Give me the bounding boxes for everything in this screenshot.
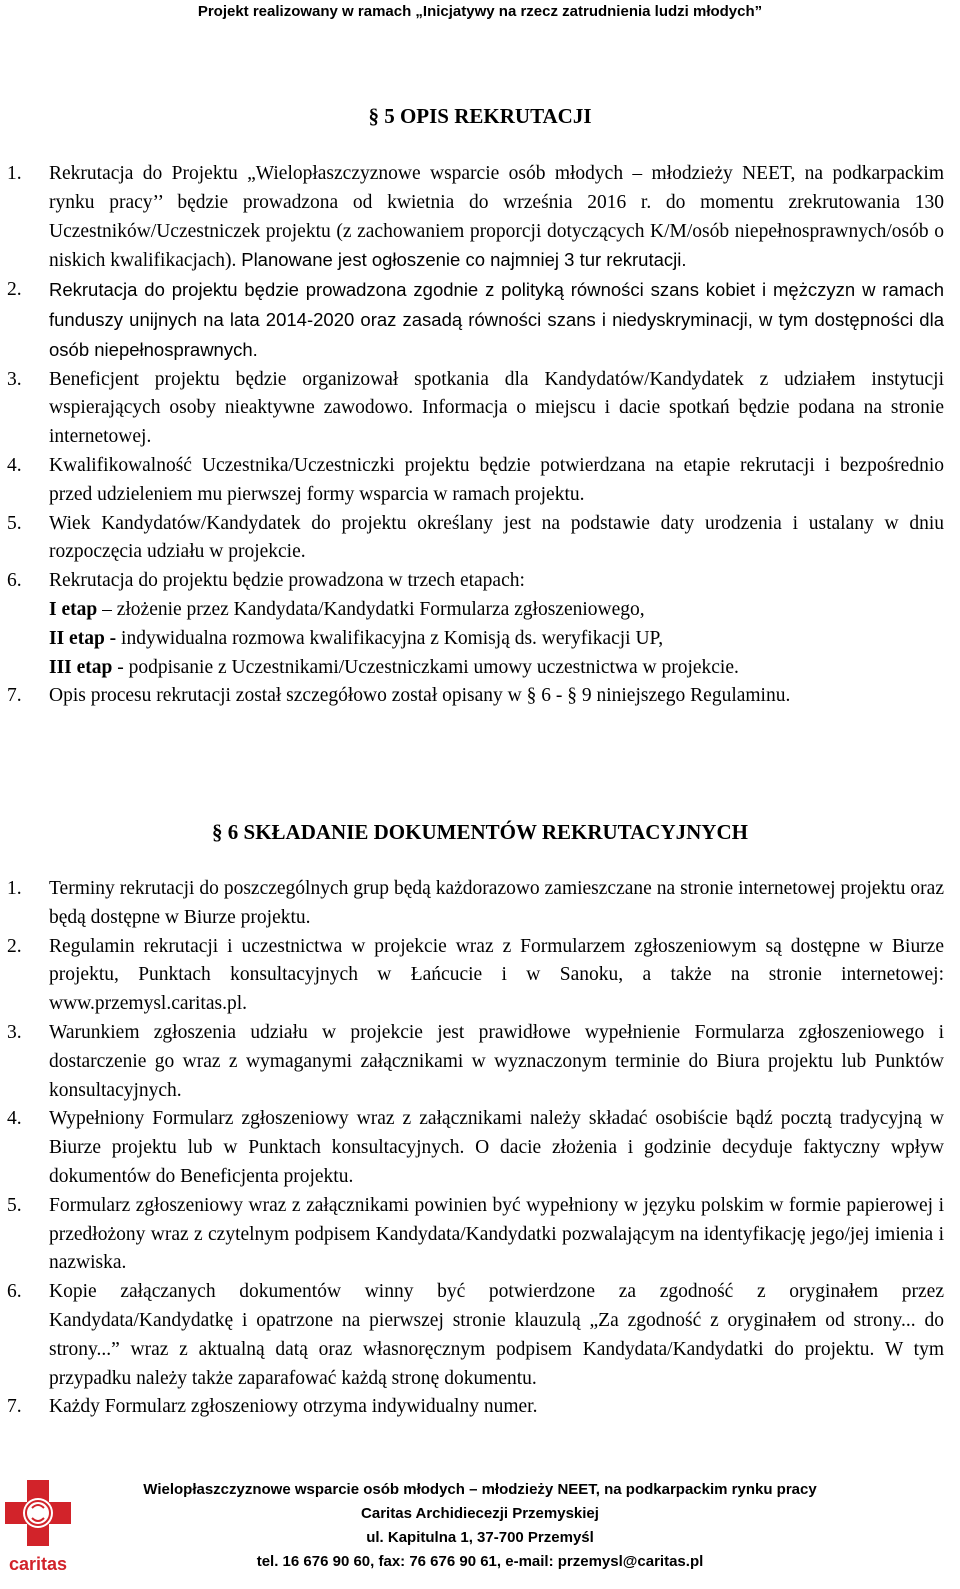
page-footer: [0, 1474, 960, 1588]
stage-2: II etap - indywidualna rozmowa kwalifikacyjna z Komisją ds. weryfikacji UP,: [49, 627, 664, 649]
item-text: Opis procesu rekrutacji został szczegółowo został opisany w § 6 - § 9 niniejszego Regulaminu.: [49, 685, 791, 707]
logo-text: caritas: [8, 1554, 68, 1574]
list-item: 7. Opis procesu rekrutacji został szczegółowo został opisany w § 6 - § 9 niniejszego Regulaminu.: [7, 685, 791, 707]
list-item: 1. Terminy rekrutacji do poszczególnych grup będą każdorazowo zamieszczane na stronie internetowej projektu oraz będą dostępne w Biurze projektu.: [7, 878, 944, 928]
item-text: Terminy rekrutacji do poszczególnych grup będą każdorazowo zamieszczane na stronie internetowej projektu oraz będą dostępne w Biurze projektu.: [49, 878, 944, 928]
item-text: Wypełniony Formularz zgłoszeniowy wraz z załącznikami należy składać osobiście bądź pocztą tradycyjną w Biurze projektu lub w Punktach konsultacyjnych. O dacie złożenia i godzinie decyduje faktyczny wpływ dokumentów do Beneficjenta projektu.: [49, 1108, 944, 1187]
item-text: Rekrutacja do Projektu „Wielopłaszczyznowe wsparcie osób młodych – młodzieży NEET, na podkarpackim rynku pracy’’ będzie prowadzona od kwietnia do września 2016 r. do momentu zrekrutowania 130 Uczestników/Uczestniczek projektu (z zachowaniem proporcji dotyczących K/M/osób niepełnosprawnych/osób o niskich kwalifikacjach).: [49, 163, 944, 272]
list-item: 7. Każdy Formularz zgłoszeniowy otrzyma indywidualny numer.: [7, 1396, 538, 1418]
item-text: Beneficjent projektu będzie organizował spotkania dla Kandydatów/Kandydatek z udziałem instytucji wspierających osoby nieaktywne zawodowo. Informacja o miejscu i dacie spotkań będzie podana na stronie internetowej.: [49, 368, 944, 448]
list-item: 5. Wiek Kandydatów/Kandydatek do projektu określany jest na podstawie daty urodzenia i ustalany w dniu rozpoczęcia udziału w projekcie.: [7, 512, 944, 563]
item-text-sans: Planowane jest ogłoszenie co najmniej 3 tur rekrutacji.: [241, 249, 687, 271]
list-item: 2. Rekrutacja do projektu będzie prowadzona zgodnie z polityką równości szans kobiet i mężczyzn w ramach funduszy unijnych na lata 2014-2020 oraz zasadą równości szans i niedyskryminacji, w tym dostępności dla osób niepełnosprawnych.: [7, 279, 944, 360]
item-text: Kwalifikowalność Uczestnika/Uczestniczki projektu będzie potwierdzana na etapie rekrutacji i bezpośrednio przed udzieleniem mu pierwszej formy wsparcia w ramach projektu.: [49, 454, 944, 505]
footer-project: Wielopłaszczyznowe wsparcie osób młodych – młodzieży NEET, na podkarpackim rynku pracy: [143, 1481, 817, 1498]
stage-3: III etap - podpisanie z Uczestnikami/Uczestniczkami umowy uczestnictwa w projekcie.: [49, 656, 739, 678]
item-text: Regulamin rekrutacji i uczestnictwa w projekcie wraz z Formularzem zgłoszeniowym są dostępne w Biurze projektu, Punktach konsultacyjnych w Łańcucie i w Sanoku, a także na stronie internetowej: www.przemysl.caritas.pl.: [49, 935, 944, 1015]
section-5-list: [0, 160, 960, 711]
project-header: [0, 0, 960, 23]
list-item: 1. Rekrutacja do Projektu „Wielopłaszczyznowe wsparcie osób młodych – młodzieży NEET, na podkarpackim rynku pracy’’ będzie prowadzona od kwietnia do września 2016 r. do momentu zrekrutowania 130 Uczestników/Uczestniczek projektu (z zachowaniem proporcji dotyczących K/M/osób niepełnosprawnych/osób o niskich kwalifikacjach). Planowane jest ogłoszenie co najmniej 3 tur rekrutacji.: [7, 163, 944, 272]
list-item: 3. Beneficjent projektu będzie organizował spotkania dla Kandydatów/Kandydatek z udziałem instytucji wspierających osoby nieaktywne zawodowo. Informacja o miejscu i dacie spotkań będzie podana na stronie internetowej.: [7, 368, 944, 448]
list-item: 4. Kwalifikowalność Uczestnika/Uczestniczki projektu będzie potwierdzana na etapie rekrutacji i bezpośrednio przed udzieleniem mu pierwszej formy wsparcia w ramach projektu.: [7, 454, 944, 505]
footer-phone: tel. 16 676 90 60, fax: 76 676 90 61, e-mail: przemysl@caritas.pl: [256, 1553, 704, 1570]
section-6-title: § 6 SKŁADANIE DOKUMENTÓW REKRUTACYJNYCH: [212, 820, 748, 844]
list-item: 3. Warunkiem zgłoszenia udziału w projekcie jest prawidłowe wypełnienie Formularza zgłoszeniowego i dostarczenie go wraz z wymaganymi załącznikami w wyznaczonym terminie do Biura projektu lub Punktów konsultacyjnych.: [7, 1021, 944, 1101]
list-item: 2. Regulamin rekrutacji i uczestnictwa w projekcie wraz z Formularzem zgłoszeniowym są dostępne w Biurze projektu, Punktach konsultacyjnych w Łańcucie i w Sanoku, a także na stronie internetowej: www.przemysl.caritas.pl.: [7, 935, 944, 1015]
section-6-list: [0, 875, 960, 1422]
list-item: 6. Rekrutacja do projektu będzie prowadzona w trzech etapach: I etap – złożenie przez Kandydata/Kandydatki Formularza zgłoszeniowego, II etap - indywidualna rozmowa kwalifikacyjna z Komisją ds. weryfikacji UP, III etap - podpisanie z Uczestnikami/Uczestniczkami umowy uczestnictwa w projekcie.: [0, 567, 960, 682]
item-text: Wiek Kandydatów/Kandydatek do projektu określany jest na podstawie daty urodzenia i ustalany w dniu rozpoczęcia udziału w projekcie.: [49, 512, 944, 563]
stage-1: I etap – złożenie przez Kandydata/Kandydatki Formularza zgłoszeniowego,: [49, 598, 645, 620]
list-item: 4. Wypełniony Formularz zgłoszeniowy wraz z załącznikami należy składać osobiście bądź pocztą tradycyjną w Biurze projektu lub w Punktach konsultacyjnych. O dacie złożenia i godzinie decyduje faktyczny wpływ dokumentów do Beneficjenta projektu.: [7, 1108, 944, 1187]
item-text: Formularz zgłoszeniowy wraz z załącznikami powinien być wypełniony w języku polskim w formie papierowej i przedłożony wraz z czytelnym podpisem Kandydata/Kandydatki pozwalającym na identyfikację jego/jej imienia i nazwiska.: [49, 1194, 944, 1274]
section-5-title: § 5 OPIS REKRUTACJI: [368, 104, 592, 128]
caritas-logo: [3, 1478, 73, 1584]
item-text: Rekrutacja do projektu będzie prowadzona zgodnie z polityką równości szans kobiet i mężczyzn w ramach funduszy unijnych na lata 2014-2020 oraz zasadą równości szans i niedyskryminacji, w tym dostępności dla osób niepełnosprawnych.: [49, 279, 944, 360]
list-item: 6. Kopie załączanych dokumentów winny być potwierdzone za zgodność z oryginałem przez Kandydata/Kandydatkę i opatrzone na pierwszej stronie klauzulą „Za zgodność z oryginałem od strony... do strony...” wraz z aktualną datą oraz własnoręcznym podpisem Kandydata/Kandydatki do projektu. W tym przypadku należy także zaparafować każdą stronę dokumentu.: [7, 1281, 944, 1389]
footer-org: Caritas Archidiecezji Przemyskiej: [361, 1505, 599, 1522]
item-text: Każdy Formularz zgłoszeniowy otrzyma indywidualny numer.: [49, 1396, 538, 1418]
item-text: Kopie załączanych dokumentów winny być potwierdzone za zgodność z oryginałem przez Kandydata/Kandydatkę i opatrzone na pierwszej stronie klauzulą „Za zgodność z oryginałem od strony... do strony...” wraz z aktualną datą oraz własnoręcznym podpisem Kandydata/Kandydatki do projektu. W tym przypadku należy także zaparafować każdą stronę dokumentu.: [49, 1281, 944, 1389]
item-text: Warunkiem zgłoszenia udziału w projekcie jest prawidłowe wypełnienie Formularza zgłoszeniowego i dostarczenie go wraz z wymaganymi załącznikami w wyznaczonym terminie do Biura projektu lub Punktów konsultacyjnych.: [49, 1021, 944, 1101]
item-text: Rekrutacja do projektu będzie prowadzona w trzech etapach:: [49, 570, 525, 592]
list-item: 5. Formularz zgłoszeniowy wraz z załącznikami powinien być wypełniony w języku polskim w formie papierowej i przedłożony wraz z czytelnym podpisem Kandydata/Kandydatki pozwalającym na identyfikację jego/jej imienia i nazwiska.: [7, 1194, 944, 1274]
footer-address: ul. Kapitulna 1, 37-700 Przemyśl: [366, 1529, 594, 1546]
header-text: Projekt realizowany w ramach „Inicjatywy na rzecz zatrudnienia ludzi młodych”: [197, 3, 763, 20]
footer-contact: [80, 1478, 880, 1574]
caritas-cross-icon: [3, 1478, 73, 1584]
